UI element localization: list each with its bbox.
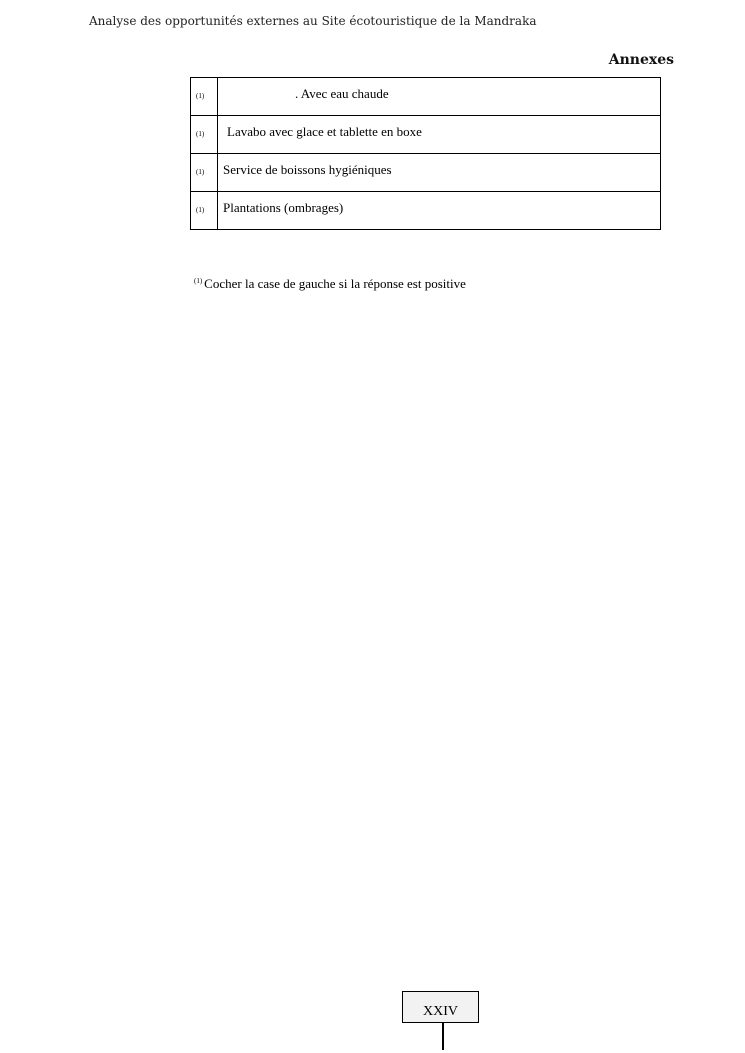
- check-box-cell[interactable]: (1): [191, 154, 218, 192]
- item-label-text: Lavabo avec glace et tablette en boxe: [227, 124, 422, 139]
- item-label: [218, 192, 661, 230]
- item-label-text: Service de boissons hygiéniques: [223, 162, 392, 177]
- check-box-cell[interactable]: (1): [191, 192, 218, 230]
- running-header: Analyse des opportunités externes au Site écotouristique de la Mandraka: [89, 14, 537, 28]
- item-label: [218, 116, 661, 154]
- item-label: [218, 154, 661, 192]
- page-number: XXIV: [402, 991, 479, 1023]
- footnote: [194, 276, 466, 292]
- check-box-cell[interactable]: (1): [191, 116, 218, 154]
- item-label-text: Plantations (ombrages): [223, 200, 344, 215]
- table-row: [191, 78, 661, 116]
- section-title: Annexes: [608, 52, 674, 68]
- table-row: [191, 192, 661, 230]
- page-number-stem: [442, 1023, 444, 1050]
- table-row: [191, 154, 661, 192]
- footnote-marker: (1): [194, 277, 203, 285]
- check-box-cell[interactable]: (1): [191, 78, 218, 116]
- table-row: [191, 116, 661, 154]
- footnote-text: Cocher la case de gauche si la réponse est positive: [204, 276, 466, 291]
- item-label-text: . Avec eau chaude: [256, 86, 389, 101]
- checklist-table: [190, 77, 661, 230]
- item-label: [218, 78, 661, 116]
